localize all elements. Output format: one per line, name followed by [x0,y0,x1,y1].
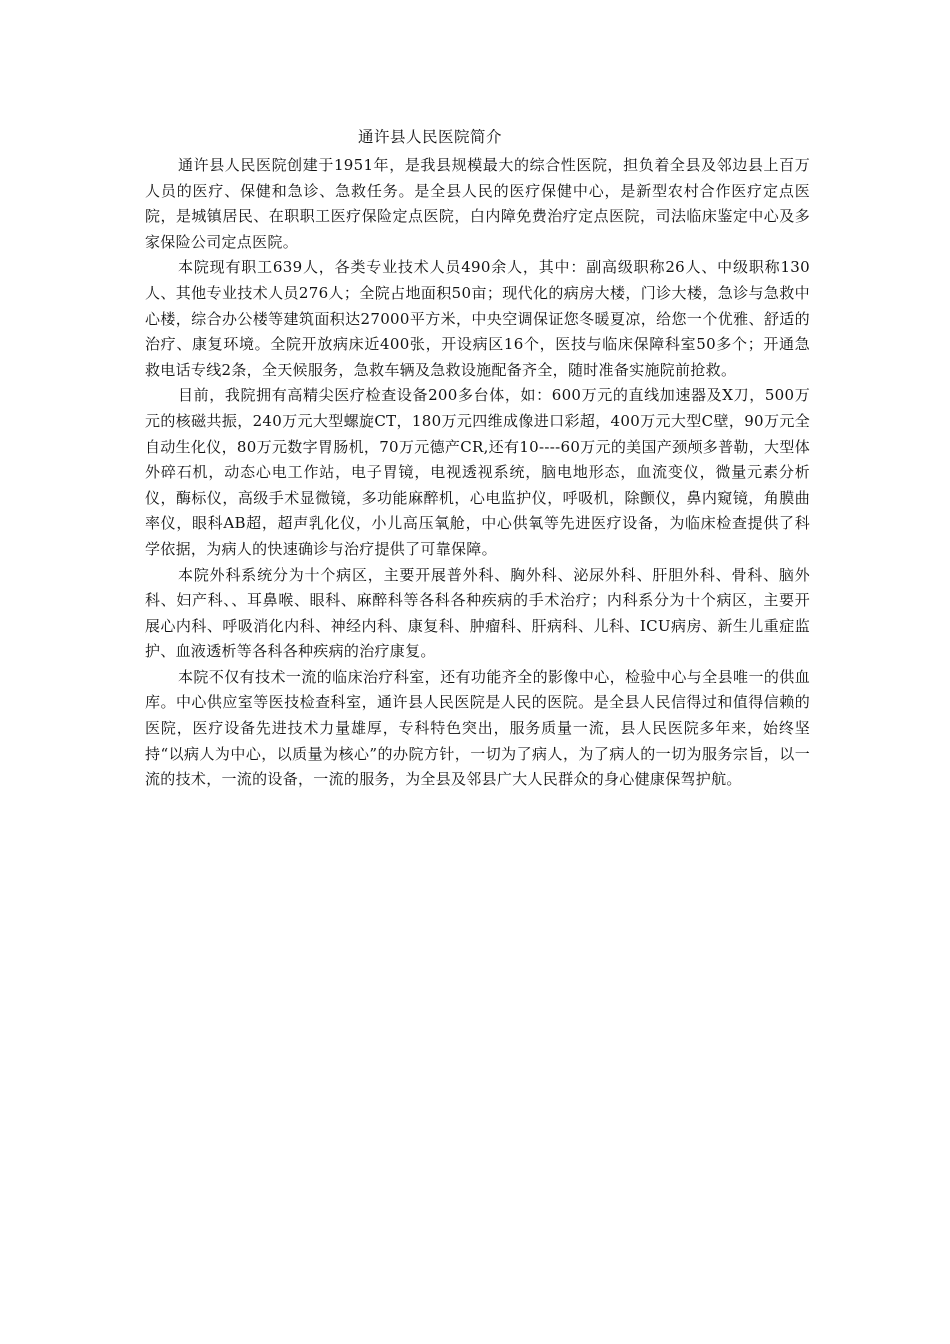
paragraph-staff-facilities: 本院现有职工639人，各类专业技术人员490余人，其中：副高级职称26人、中级职称130人、其他专业技术人员276人；全院占地面积50亩；现代化的病房大楼，门诊大楼，急诊与急救中心楼，综合办公楼等建筑面积达27000平方米，中央空调保证您冬暖夏凉，给您一个优雅、舒适的治疗、康复环境。全院开放病床近400张，开设病区16个，医技与临床保障科室50多个；开通急救电话专线2条，全天候服务，急救车辆及急救设施配备齐全，随时准备实施院前抢救。 [145,258,810,379]
document-page [145,124,810,793]
paragraph-history: 通许县人民医院创建于1951年，是我县规模最大的综合性医院，担负着全县及邻边县上百万人员的医疗、保健和急诊、急救任务。是全县人民的医疗保健中心，是新型农村合作医疗定点医院，是城镇居民、在职职工医疗保险定点医院，白内障免费治疗定点医院，司法临床鉴定中心及多家保险公司定点医院。 [145,156,810,251]
document-title: 通许县人民医院简介 [358,128,503,146]
paragraph-mission: 本院不仅有技术一流的临床治疗科室，还有功能齐全的影像中心，检验中心与全县唯一的供血库。中心供应室等医技检查科室，通许县人民医院是人民的医院。是全县人民信得过和值得信赖的医院，医疗设备先进技术力量雄厚，专科特色突出，服务质量一流，县人民医院多年来，始终坚持“以病人为中心，以质量为核心”的办院方针，一切为了病人，为了病人的一切为服务宗旨，以一流的技术，一流的设备，一流的服务，为全县及邻县广大人民群众的身心健康保驾护航。 [145,667,810,789]
paragraph-departments: 本院外科系统分为十个病区，主要开展普外科、胸外科、泌尿外科、肝胆外科、骨科、脑外科、妇产科、、耳鼻喉、眼科、麻醉科等各科各种疾病的手术治疗；内科系分为十个病区，主要开展心内科、呼吸消化内科、神经内科、康复科、肿瘤科、肝病科、儿科、ICU病房、新生儿重症监护、血液透析等各科各种疾病的治疗康复。 [145,565,810,661]
paragraph-equipment: 目前，我院拥有高精尖医疗检查设备200多台体，如：600万元的直线加速器及X刀，500万元的核磁共振，240万元大型螺旋CT，180万元四维成像进口彩超，400万元大型C壁，90万元全自动生化仪，80万元数字胃肠机，70万元德产CR,还有10----60万元的美国产颈颅多普勒，大型体外碎石机，动态心电工作站，电子胃镜，电视透视系统，脑电地形态，血流变仪，微量元素分析仪，酶标仪，高级手术显微镜，多功能麻醉机，心电监护仪，呼吸机，除颤仪，鼻内窥镜，角膜曲率仪，眼科AB超，超声乳化仪，小儿高压氧舱，中心供氧等先进医疗设备，为临床检查提供了科学依据，为病人的快速确诊与治疗提供了可靠保障。 [145,386,810,558]
